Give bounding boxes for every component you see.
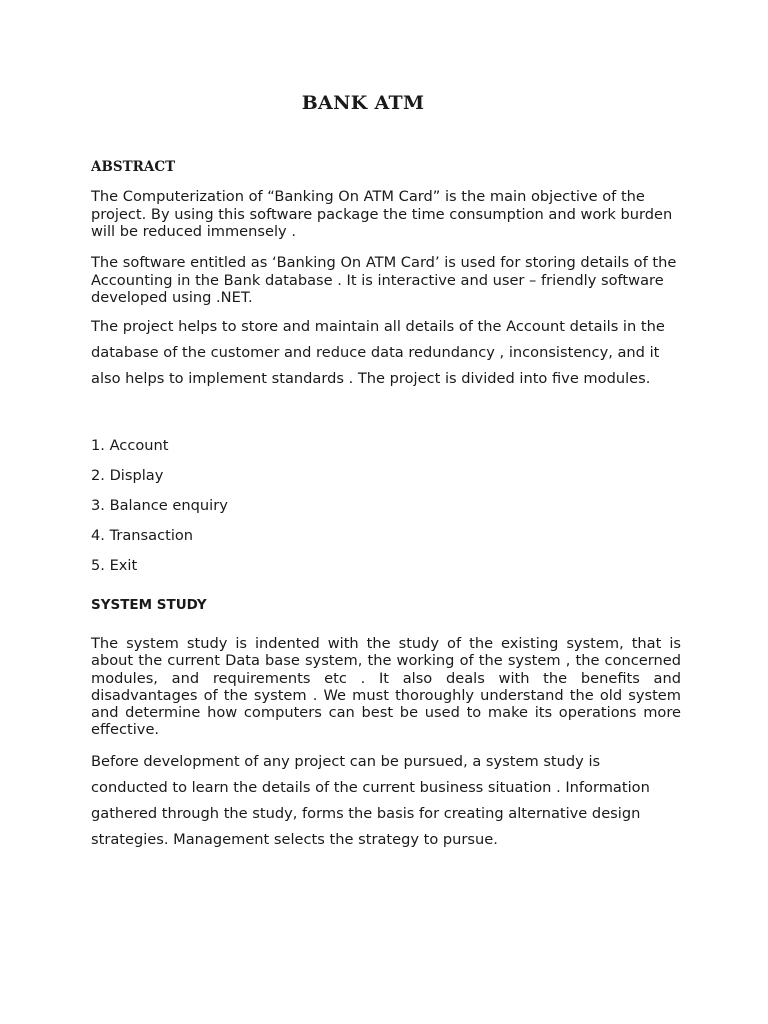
- abstract-paragraph-3: The project helps to store and maintain all details of the Account details in the database of the customer and reduce data redundancy , inconsistency, and it also helps to implement standards . The project is divided into five modules.: [91, 318, 665, 387]
- system-study-heading: SYSTEM STUDY: [91, 597, 207, 613]
- system-study-paragraph-2: Before development of any project can be pursued, a system study is conducted to learn the details of the current business situation . Information gathered through the study, forms the basis for creating alternative design strategies. Management selects the strategy to pursue.: [91, 753, 650, 848]
- module-list-item: 5. Exit: [91, 557, 138, 574]
- abstract-heading: ABSTRACT: [91, 159, 176, 175]
- module-list-item: 2. Display: [91, 467, 164, 484]
- document-title: BANK ATM: [301, 92, 425, 114]
- system-study-paragraph-1: The system study is indented with the study of the existing system, that is about the current Data base system, the working of the system , the concerned modules, and requirements etc . It also deals with the benefits and disadvantages of the system . We must thoroughly understand the old system and determine how computers can best be used to make its operations more effective.: [91, 635, 681, 739]
- abstract-paragraph-1: The Computerization of “Banking On ATM Card” is the main objective of the project. By using this software package the time consumption and work burden will be reduced immensely .: [91, 188, 673, 240]
- module-list-item: 4. Transaction: [91, 527, 194, 544]
- module-list-item: 3. Balance enquiry: [91, 497, 228, 514]
- abstract-paragraph-2: The software entitled as ‘Banking On ATM Card’ is used for storing details of the Accounting in the Bank database . It is interactive and user – friendly software developed using .NET.: [91, 254, 677, 306]
- module-list-item: 1. Account: [91, 437, 169, 454]
